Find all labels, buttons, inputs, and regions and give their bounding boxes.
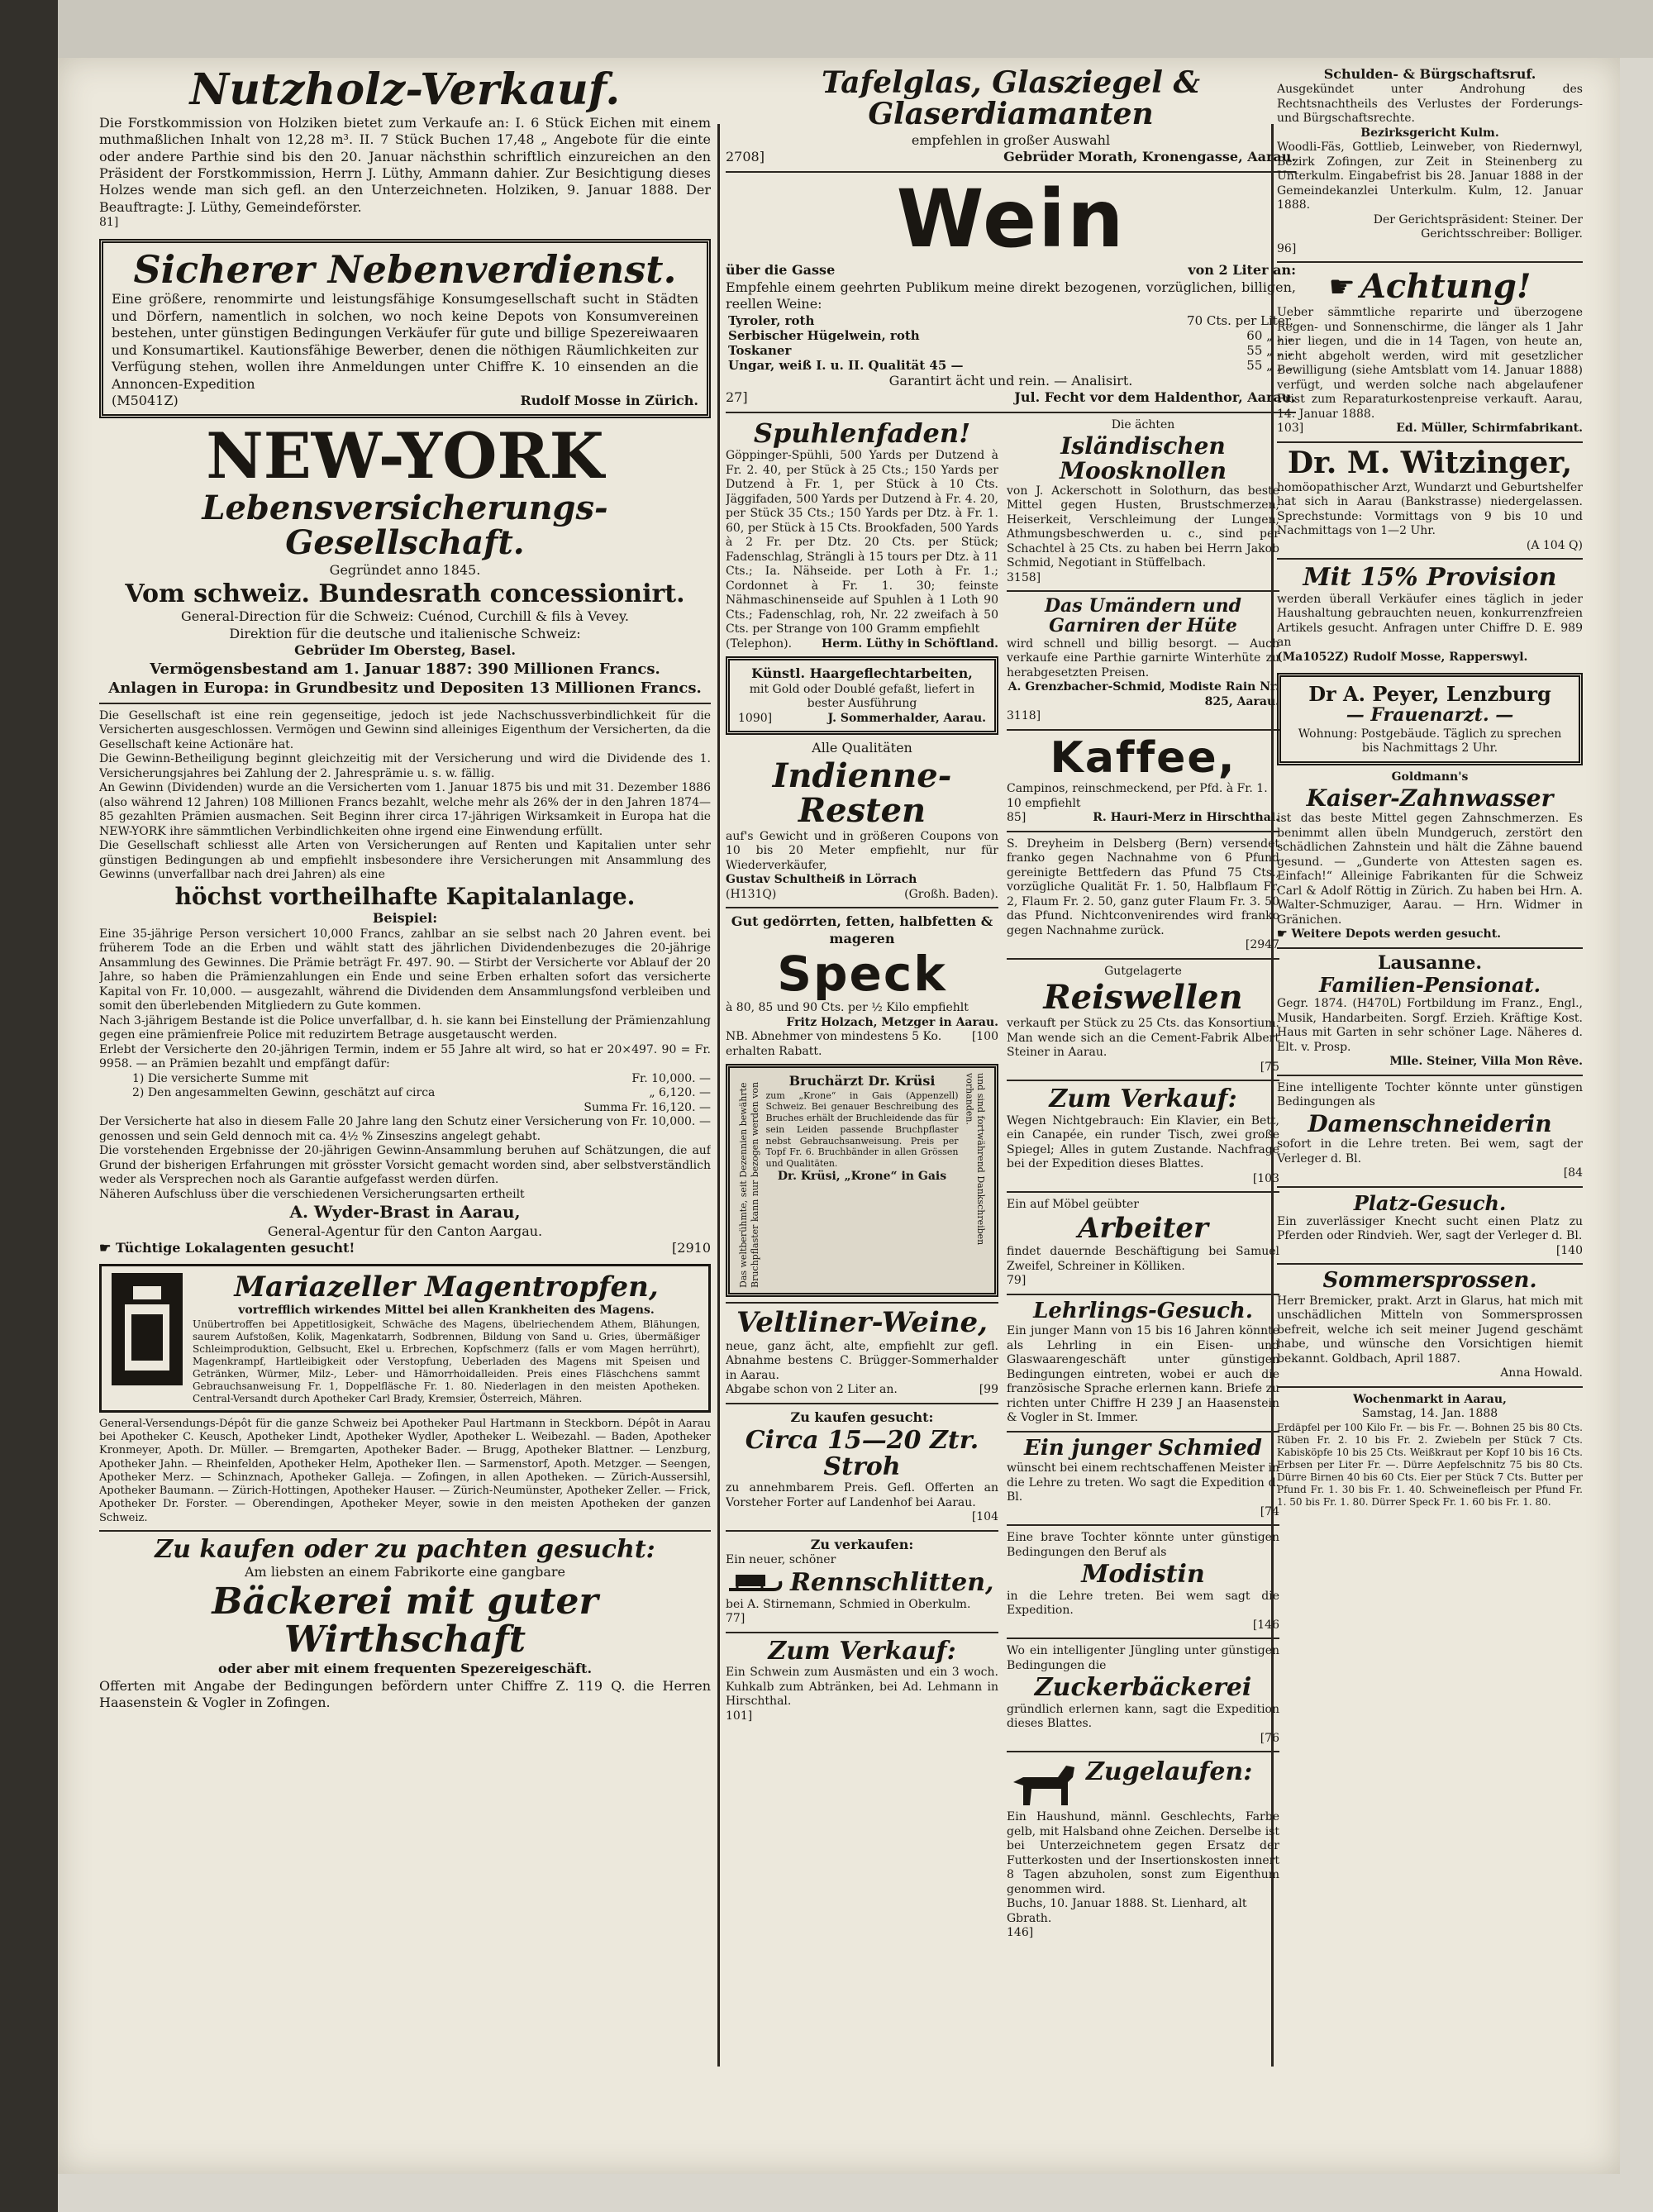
ad-hund-text: Ein Haushund, männl. Geschlechts, Farbe gelb, mit Halsband ohne Zeichen. Derselbe ist bei Unterzeichnetem gegen Ersatz der Futterkosten und der Insertionskosten innert 8 Tagen abzuholen, sonst zum Eigenthum genommen wird. <box>1007 1810 1279 1896</box>
ad-nebenverdienst <box>99 239 711 419</box>
ad-damenschneiderin <box>1277 1081 1583 1181</box>
ad-haargeflecht <box>726 656 998 735</box>
ad-verkauf-text: Wegen Nichtgebrauch: Ein Klavier, ein Bett, ein Canapée, ein runder Tisch, zwei große Spiegel; Alles in gutem Zustande. Nachfrage bei der Expedition dieses Blattes. <box>1007 1113 1279 1171</box>
ad-signature: Rudolf Mosse in Zürich. <box>520 393 698 409</box>
ad-mariazeller-depots: General-Versendungs-Dépôt für die ganze Schweiz bei Apotheker Paul Hartmann in Steckborn. Dépôt in Aarau bei Apotheker C. Keusch, Apotheker Lindt, Apotheker Wydler, Apotheker L. Weibezahl. — Baden, Apotheker Kronmeyer, Apoth. Dr. Müller. — Bremgarten, Apotheker Bader. — Brugg, Apotheker Blattner. — Lenzburg, Apotheker Jahn. — Rheinfelden, Apotheker Helm, Apotheker Ilen. — Sarmenstorf, Apoth. Metzger. — Seengen, Apotheker Merz. — Schinznach, Apotheker Galleja. — Zofingen, in allen Apotheken. — Zürich-Aussersihl, Apotheker Baumann. — Zürich-Hottingen, Apotheker Hauser. — Zürich-Neumünster, Apotheker Zeller. — Frick, Apotheker Dr. Forster. — Oberendingen, Apotheker Meyer, sowie in den meisten Apotheken der ganzen Schweiz. <box>99 1417 711 1524</box>
ad-island-text: von J. Ackerschott in Solothurn, das beste Mittel gegen Husten, Brustschmerzen, Heiserkeit, Verschleimung der Lungen, Athmungsbeschwerden u. c., sind per Schachtel à 25 Cts. zu haben bei Herrn Jakob Schmid, Negotiant in Stüffelbach. <box>1007 484 1279 570</box>
ad-founded: Gegründet anno 1845. <box>329 562 481 579</box>
ad-title: Wein <box>896 172 1126 265</box>
ad-hund-title: Zugelaufen: <box>1086 1757 1253 1787</box>
ad-title: Lausanne. <box>1377 951 1482 974</box>
divider <box>1277 441 1583 443</box>
ad-provision <box>1277 565 1583 665</box>
divider <box>1277 558 1583 560</box>
ad-signature: Ed. Müller, Schirmfabrikant. <box>1396 422 1583 436</box>
ad-wanted-text: Tüchtige Lokalagenten gesucht! <box>115 1240 355 1256</box>
ad-number: [2910 <box>672 1240 711 1256</box>
ad-number: [75 <box>1260 1060 1279 1074</box>
ad-signature: Gebrüder Morath, Kronengasse, Aarau. <box>1003 149 1296 165</box>
ad-paragraph: Eine 35-jährige Person versichert 10,000 Francs, zahlbar an sie selbst nach 20 Jahren event. bei früherem Tode an die Erben und wählt statt des jährlichen Dividendenbezuges die 20-jährige Ansammlung des Gewinnes. Die Prämie beträgt Fr. 497. 90. — Stirbt der Versicherte vor Ablauf der 20 Jahre, so haben die Prämienzahlungen ein Ende und seine Erben erhalten sofort das versicherte Kapital von Fr. 10,000. — ausgezahlt, während die Dividenden dem Ansammlungsfond verbleiben und somit den überlebenden Mitgliedern zu Gute kommen. <box>99 927 711 1013</box>
ad-side-text-right: und sind fortwährend Dankschreiben vorhanden. <box>964 1073 986 1246</box>
ad-row <box>738 1073 986 1288</box>
ad-number: 81] <box>99 216 119 230</box>
ad-title: Zu kaufen oder zu pachten gesucht: <box>155 1534 655 1564</box>
ad-more <box>1277 927 1583 942</box>
ad-speck-sign: Fritz Holzach, Metzger in Aarau. <box>786 1015 998 1029</box>
calc-value: Fr. 10,000. — <box>631 1071 711 1085</box>
ad-text: Erdäpfel per 100 Kilo Fr. — bis Fr. —. Bohnen 25 bis 80 Cts. Rüben Fr. 2. 10 bis Fr. 2. Zwiebeln per Stück 7 Cts. Kabisköpfe 10 bis 25 Cts. Weißkraut per Kopf 10 bis 16 Cts. Erbsen per Liter Fr. —. Dürre Aepfelschnitz 75 bis 80 Cts. Dürre Birnen 40 bis 60 Cts. Eier per Stück 7 Cts. Butter per Pfund Fr. 1. 30 bis Fr. 1. 40. Schweinefleisch per Pfund Fr. 1. 50 bis Fr. 1. 80. Dürrer Speck Fr. 1. 60 bis Fr. 1. 80. <box>1277 1421 1583 1508</box>
ad-title: Wochenmarkt in Aarau, <box>1353 1392 1507 1406</box>
divider <box>726 1302 998 1304</box>
divider <box>1277 1186 1583 1188</box>
ad-paragraph: Die Gesellschaft schliesst alle Arten von Versicherungen auf Renten und Kapitalien unter sehr günstigen Bedingungen ab und empfiehlt insbesondere ihre Versicherungen mit Ansammlung des Gewinns (unverfallbar nach drei Jahren) als eine <box>99 839 711 882</box>
wine-name: Serbischer Hügelwein, roth <box>728 327 920 343</box>
ad-body <box>193 1271 700 1405</box>
ad-number: 101] <box>726 1709 753 1723</box>
divider <box>1007 1080 1279 1081</box>
ad-wanted <box>99 1240 355 1256</box>
ad-paragraph: Die vorstehenden Ergebnisse der 20-jährigen Gewinn-Ansammlung beruhen auf Schätzungen, die auf Grund der bisherigen Erfahrungen mit grösster Vorsicht gemacht worden sind, aber selbstverständlich weder als Versprechen noch als Garantie aufgefasst werden dürfen. <box>99 1144 711 1187</box>
ad-signature: Mlle. Steiner, Villa Mon Rêve. <box>1389 1055 1583 1069</box>
ad-text: mit Gold oder Doublé gefaßt, liefert in bester Ausführung <box>749 682 975 711</box>
wine-name: Tyroler, roth <box>728 312 815 328</box>
calc-sum: Summa Fr. 16,120. — <box>584 1100 711 1114</box>
ad-agent-2: General-Agentur für den Canton Aargau. <box>267 1223 543 1239</box>
ad-zucker-title: Zuckerbäckerei <box>1034 1673 1252 1703</box>
ad-hute-text: wird schnell und billig besorgt. — Auch verkaufe eine Parthie garnirte Winterhüte zu herabgesetzten Preisen. <box>1007 636 1279 679</box>
ad-text: Ein zuverlässiger Knecht sucht einen Platz zu Pferden oder Rindvieh. Wer, sagt der Verleger d. Bl. <box>1277 1214 1583 1243</box>
ad-subtitle: — Frauenarzt. — <box>1346 704 1514 727</box>
ad-zucker-text: Wo ein intelligenter Jüngling unter günstigen Bedingungen die <box>1007 1644 1279 1672</box>
table-row <box>726 313 1296 328</box>
ad-signature: Herm. Lüthy in Schöftland. <box>822 636 998 651</box>
ad-row <box>110 1271 700 1405</box>
ad-assets: Vermögensbestand am 1. Januar 1887: 390 Millionen Francs. <box>150 660 660 678</box>
ad-footer <box>738 712 986 727</box>
ad-text: homöopathischer Arzt, Wundarzt und Geburtshelfer hat sich in Aarau (Bankstrasse) niedergelassen. Sprechstunde: Vormittags von 9 bis 10 und Nachmittags von 1—2 Uhr. <box>1277 480 1583 538</box>
calc-label: 2) Den angesammelten Gewinn, geschätzt auf circa <box>132 1086 436 1100</box>
ad-title: Mariazeller Magentropfen, <box>234 1270 659 1304</box>
wine-price-table <box>726 313 1296 373</box>
column-left <box>99 66 711 2067</box>
ad-number: 79] <box>1007 1274 1027 1288</box>
ad-tochter-text-2: in die Lehre treten. Bei wem sagt die Expedition. <box>1007 1589 1279 1618</box>
ad-stroh-text: zu annehmbarem Preis. Gefl. Offerten an Vorsteher Forter auf Landenhof bei Aarau. <box>726 1481 998 1509</box>
ad-agent: A. Wyder-Brast in Aarau, <box>289 1202 521 1223</box>
divider <box>1007 1431 1279 1433</box>
ad-signature: (Ma1052Z) Rudolf Mosse, Rapperswyl. <box>1277 650 1528 664</box>
ad-side-text: Das weltberühmte, seit Dezennien bewährte Bruchpflaster kann nur bezogen werden von <box>738 1081 760 1289</box>
ad-number: [140 <box>1555 1243 1583 1257</box>
ad-veltliner-text: neue, ganz ächt, alte, empfiehlt zur gefl. Abnahme bestens C. Brügger-Sommerhalder in Aarau. <box>726 1339 998 1382</box>
ad-indienne-pre: Alle Qualitäten <box>812 740 912 756</box>
ad-stroh-big: Circa 15—20 Ztr. Stroh <box>745 1426 979 1481</box>
ad-number: [100 <box>971 1030 998 1044</box>
ad-number: [2947 <box>1245 938 1279 952</box>
ad-lausanne <box>1277 951 1583 1070</box>
ad-tafelglas <box>726 68 1296 166</box>
divider <box>726 1530 998 1532</box>
ad-title: Sommersprossen. <box>1322 1268 1537 1294</box>
divider <box>1007 729 1279 731</box>
ad-text: Unübertroffen bei Appetitlosigkeit, Schwäche des Magens, übelriechendem Athem, Blähungen, saurem Aufstoßen, Kolik, Magenkatarrh, Sodbrennen, Bildung von Sand u. Gries, übermäßiger Schleimproduktion, Gelbsucht, Ekel u. Erbrechen, Kopfschmerz (falls er vom Magen herrührt), Magenkrampf, Hartleibigkeit oder Verstopfung, Ueberladen des Magens mit Speisen und Getränken, Würmer, Milz-, Leber- und Hämorrhoidalleiden. Preis eines Fläschchens sammt Gebrauchsanweisung Fr. 1, Doppelfläsche Fr. 1. 80. Niederlagen in den meisten Apotheken. Central-Versandt durch Apotheker Carl Brady, Kremsier, Österreich, Mähren. <box>193 1318 700 1404</box>
ad-subtitle: vortrefflich wirkendes Mittel bei allen Krankheiten des Magens. <box>238 1304 655 1318</box>
ad-paragraph: Der Versicherte hat also in diesem Falle 20 Jahre lang den Schutz einer Versicherung von Fr. 10,000. — genossen und sein Geld dennoch mit ca. 4½ % Zinseszins angelegt gehabt. <box>99 1115 711 1143</box>
ad-sommersprossen <box>1277 1270 1583 1380</box>
ad-speck-title: Speck <box>777 946 947 1003</box>
column-right <box>1277 66 1583 2067</box>
divider <box>99 703 711 704</box>
ad-number: [74 <box>1260 1504 1279 1518</box>
ad-witzinger <box>1277 445 1583 553</box>
ad-text: Gegr. 1874. (H470L) Fortbildung im Franz., Engl., Musik, Handarbeiten. Sorgf. Erzieh. Kräftige Kost. Haus mit Garten in sehr schöner Lage. Näheres d. Elt. v. Prosp. <box>1277 997 1583 1054</box>
ad-arbeiter-title: Arbeiter <box>1078 1211 1208 1245</box>
ad-title: Damenschneiderin <box>1308 1109 1552 1137</box>
ad-new-york <box>99 419 711 1256</box>
ad-zucker-text-2: gründlich erlernen kann, sagt die Expedition dieses Blattes. <box>1007 1702 1279 1731</box>
ad-paragraph: Die Gesellschaft ist eine rein gegenseitige, jedoch ist jede Nachschussverbindlichkeit für die Versicherten ausgeschlossen. Vermögen und Gewinn sind alleiniges Eigenthum der Versicherten, da die Gesellschaft keine Actionäre hat. <box>99 708 711 751</box>
divider <box>1277 947 1583 949</box>
ad-title: Dr. M. Witzinger, <box>1287 445 1573 480</box>
ad-baeckerei <box>99 1534 711 1712</box>
ad-kaffee-text: Campinos, reinschmeckend, per Pfd. à Fr. 1. 10 empfiehlt <box>1007 782 1268 810</box>
ad-number: 3118] <box>1007 709 1041 723</box>
table-row <box>726 328 1296 343</box>
ad-paragraph: Die Gewinn-Betheiligung beginnt gleichzeitig mit der Versicherung und wird die Dividende des 1. Versicherungsjahres bei Zahlung der 2. Jahresprämie u. s. w. fällig. <box>99 752 711 780</box>
ad-text: Die Forstkommission von Holziken bietet zum Verkaufe an: I. 6 Stück Eichen mit einem muthmaßlichen Inhalt von 12,28 m³. II. 7 Stück Buchen 17,48 „ Angebote für die einte oder andere Parthie sind bis den 20. Januar nächsthin schriftlich einzureichen an den Präsident der Forstkommission, Herrn J. Lüthy, Ammann dahier. Zur Besichtigung dieses Holzes wende man sich gefl. an den Unterzeichneten. Holziken, 9. Januar 1888. Der Beauftragte: J. Lüthy, Gemeindeförster. <box>99 114 711 215</box>
ad-title: Kaiser-Zahnwasser <box>1306 784 1554 813</box>
pointing-hand-icon: ☛ <box>1328 269 1355 304</box>
ad-wein <box>726 172 1296 407</box>
ad-arbeiter-text: findet dauernde Beschäftigung bei Samuel Zweifel, Schreiner in Kölliken. <box>1007 1245 1279 1273</box>
ad-footer <box>726 637 998 652</box>
ad-text: Offerten mit Angabe der Bedingungen befördern unter Chiffre Z. 119 Q. die Herren Haasenstein & Vogler in Zofingen. <box>99 1677 711 1711</box>
ad-hute-sign: A. Grenzbacher-Schmid, Modiste Rain Nr. 825, Aarau. <box>1008 680 1279 708</box>
divider <box>726 412 1296 413</box>
ad-number: [99 <box>979 1383 998 1397</box>
ad-reis-text: verkauft per Stück zu 25 Cts. das Konsortium. Man wende sich an die Cement-Fabrik Albert Steiner in Aarau. <box>1007 1017 1279 1060</box>
divider <box>1007 1294 1279 1295</box>
ad-footer <box>726 1383 998 1398</box>
divider <box>1277 1263 1583 1265</box>
ad-arbeiter-pre: Ein auf Möbel geübter <box>1007 1198 1139 1212</box>
ad-title: Sicherer Nebenverdienst. <box>133 246 677 292</box>
ad-row <box>726 1568 998 1598</box>
ad-text: Empfehle einem geehrten Publikum meine direkt bezogenen, vorzüglichen, billigen, reellen Weine: <box>726 279 1296 312</box>
divider <box>1007 1751 1279 1752</box>
ad-investments: Anlagen in Europa: in Grundbesitz und Depositen 13 Millionen Francs. <box>108 679 702 697</box>
ad-tochter-title: Modistin <box>1081 1560 1205 1590</box>
wine-name: Ungar, weiß I. u. II. Qualität 45 — <box>728 357 964 373</box>
ad-schwein-text: Ein Schwein zum Ausmästen und ein 3 woch. Kuhkalb zum Abtränken, bei Ad. Lehmann in Hirschthal. <box>726 1666 998 1709</box>
wine-price: 70 Cts. per Liter. <box>1187 312 1293 328</box>
ad-concession: Vom schweiz. Bundesrath concessionirt. <box>125 579 685 608</box>
ad-calc-row <box>99 1072 711 1087</box>
ad-goldmann <box>1277 770 1583 942</box>
ad-court: Bezirksgericht Kulm. <box>1360 126 1499 140</box>
ad-text: werden überall Verkäufer eines täglich in jeder Haushaltung gebrauchten neuen, konkurrenzfreien Artikels gesucht. Anfragen unter Chiffre D. E. 989 an <box>1277 592 1583 650</box>
ad-wochenmarkt <box>1277 1393 1583 1509</box>
ad-subtitle: empfehlen in großer Auswahl <box>911 131 1111 148</box>
ad-number: 85] <box>1007 811 1027 825</box>
ad-signature: Jul. Fecht vor dem Haldenthor, Aarau. <box>1014 389 1296 406</box>
divider <box>1007 1524 1279 1526</box>
ad-title: Bruchärzt Dr. Krüsi <box>788 1073 936 1089</box>
wine-price: 55 „ „ „ <box>1246 342 1293 358</box>
ad-title: Künstl. Haargeflechtarbeiten, <box>751 665 973 682</box>
ad-signature: R. Hauri-Merz in Hirschthal. <box>1093 811 1279 825</box>
dog-icon <box>1007 1757 1081 1810</box>
ad-subtitle: Am liebsten an einem Fabrikorte eine gangbare <box>245 1564 565 1580</box>
ad-footer <box>726 1030 998 1059</box>
ad-schlitten-big: Rennschlitten, <box>790 1567 994 1597</box>
ad-text: ist das beste Mittel gegen Zahnschmerzen. Es benimmt allen übeln Mundgeruch, zerstört den schädlichen Zahnstein und hält die Zähne bauend gesund. — „Gunderte von Attesten sagen es. Einfach!“ Alleinige Fabrikanten für die Schweiz Carl & Adolf Röttig in Zürich. Zu haben bei Hrn. A. Walter-Schmuziger, Aarau. — Hrn. Widmer in Gränichen. <box>1277 812 1583 927</box>
ad-number: [104 <box>971 1510 998 1524</box>
scan-border-top <box>0 0 1653 58</box>
ad-signature: Der Gerichtspräsident: Steiner. Der Gerichtsschreiber: Bolliger. <box>1373 212 1583 241</box>
ad-mariazeller <box>99 1264 711 1413</box>
ad-text: Wohnung: Postgebäude. Täglich zu sprechen bis Nachmittags 2 Uhr. <box>1298 727 1562 756</box>
ad-footer <box>726 389 1296 406</box>
divider <box>726 1403 998 1404</box>
ad-number: 3158] <box>1007 570 1041 584</box>
ad-title: Platz-Gesuch. <box>1353 1190 1507 1215</box>
ad-gasse: über die Gasse <box>726 262 836 279</box>
ad-number: [84 <box>1563 1166 1583 1180</box>
table-row <box>726 343 1296 358</box>
ad-title: Nutzholz-Verkauf. <box>189 66 621 115</box>
ad-speck-text: à 80, 85 und 90 Cts. per ½ Kilo empfiehlt <box>726 1001 969 1015</box>
ad-island-title: Isländischen Moosknollen <box>1060 432 1227 484</box>
ad-place: (Großh. Baden). <box>904 887 998 901</box>
ad-dreyheim-text: S. Dreyheim in Delsberg (Bern) versendet franko gegen Nachnahme von 6 Pfund gereinigte Bettfedern das Pfund 75 Cts., vorzügliche Qualität Fr. 1. 50, Halbflaum Fr. 2, Flaum Fr. 2. 50, ganz guter Flaum Fr. 3. 50 das Pfund. Nichtconvenirendes wird franko gegen Nachnahme zurück. <box>1007 837 1279 937</box>
ad-text: Eine größere, renommirte und leistungsfähige Konsumgesellschaft sucht in Städten und Dörfern, namentlich in solchen, wo noch keine Depots von Konsumvereinen bestehen, unter günstigen Bedingungen Verkäufer für gute und billige Spezereiwaaren und Konsumartikel. Kautionsfähige Bewerber, denen die nöthigen Räumlichkeiten zur Verfügung stehen, wollen ihre Anmeldungen unter Chiffre K. 10 einsenden an die Annoncen-Expedition <box>112 291 698 392</box>
ad-text: Ausgekündet unter Androhung des Rechtsnachtheils des Verlustes der Forderungs- und Bürgschaftsrechte. <box>1277 83 1583 126</box>
ad-text: Göppinger-Spühli, 500 Yards per Dutzend à Fr. 2. 40, per Stück à 25 Cts.; 150 Yards per Dutzend à Fr. 1, per Stück à 10 Cts. Jäggifaden, 500 Yards per Dutzend à Fr. 4. 20, per Stück 35 Cts.; 150 Yards per Dtz. à Fr. 1. 60, per Stück à 15 Cts. Brookfaden, 500 Yards à 2 Fr. per Dtz. 20 Cts. per Stück; Fadenschlag, Strängli à 15 tours per Dtz. à 11 Cts.; Ia. Nähseide. per Loth à Fr. 1.; Cordonnet à Fr. 1. 30; feinste Nähmaschinenseide auf Spuhlen à 1 Loth 90 Cts.; Fadenschlag, roh, Nr. 22 zweifach à 50 Cts. per Strange von 100 Gramm empfiehlt <box>726 449 998 636</box>
ad-title: Spuhlenfaden! <box>753 417 971 449</box>
ad-lehrling-title: Lehrlings-Gesuch. <box>1033 1298 1253 1323</box>
ad-direction-2: Direktion für die deutsche und italienische Schweiz: <box>229 625 581 641</box>
column-rule-1 <box>717 124 720 2067</box>
ad-liter: von 2 Liter an: <box>1188 262 1296 279</box>
ad-body: Woodli-Fäs, Gottlieb, Leinweber, von Riedernwyl, Bezirk Zofingen, zur Zeit in Steinenberg zu Unterkulm. Eingabefrist bis 28. Januar 1888 in der Gemeindekanzlei Unterkulm. Kulm, 12. Januar 1888. <box>1277 141 1583 212</box>
ad-schwein-title: Zum Verkauf: <box>768 1636 956 1666</box>
ad-number: [146 <box>1252 1618 1279 1632</box>
medicine-bottle-icon <box>110 1271 184 1387</box>
divider <box>99 1530 711 1532</box>
divider <box>726 907 998 908</box>
divider <box>1277 261 1583 263</box>
ad-code: (A 104 Q) <box>1526 538 1583 552</box>
ad-number: 27] <box>726 389 748 406</box>
divider <box>1007 831 1279 832</box>
ad-island-pre: Die ächten <box>1111 417 1175 431</box>
ad-title: Mit 15% Provision <box>1303 563 1557 593</box>
wine-price: 60 „ „ „ <box>1246 327 1293 343</box>
ad-speck-pre: Gut gedörrten, fetten, halbfetten & mageren <box>731 913 993 946</box>
wine-name: Toskaner <box>728 342 792 358</box>
row-spuhlen-island <box>726 418 1296 1941</box>
ad-reis-pre: Gutgelagerte <box>1104 964 1182 978</box>
calc-label: 1) Die versicherte Summe mit <box>132 1071 309 1085</box>
ad-text: Eine intelligente Tochter könnte unter günstigen Bedingungen als <box>1277 1080 1583 1109</box>
ad-footer <box>99 1240 711 1256</box>
ad-text: Ueber sämmtliche reparirte und überzogene Regen- und Sonnenschirme, die länger als 1 Jahr hier liegen, und die in 14 Tagen, von heute an, nicht abgeholt werden, wird mit gesetzlicher Bewilligung (siehe Amtsblatt vom 14. Januar 1888) verfügt, und werden solche nach abgelaufener Frist zum Reparaturkostenpreise verkauft. Aarau, 14. Januar 1888. <box>1277 306 1583 421</box>
ad-schlitten-title: Zu verkaufen: <box>810 1536 914 1552</box>
calc-value: „ 6,120. — <box>649 1086 711 1100</box>
ad-spuhlenfaden <box>726 418 998 1941</box>
ad-veltliner-title: Veltliner-Weine, <box>736 1306 988 1340</box>
ad-schlitten-text: bei A. Stirnemann, Schmied in Oberkulm. <box>726 1597 971 1611</box>
ad-date: Samstag, 14. Jan. 1888 <box>1361 1407 1498 1421</box>
ad-text-2: sofort in die Lehre treten. Bei wem, sagt der Verleger d. Bl. <box>1277 1137 1583 1166</box>
ad-indienne-text: auf's Gewicht und in größeren Coupons von 10 bis 20 Meter empfiehlt, nur für Wiederverkäufer, <box>726 829 998 872</box>
table-row <box>726 358 1296 373</box>
pointing-hand-icon: ☛ <box>99 1240 116 1256</box>
ad-schmied-title: Ein junger Schmied <box>1024 1435 1262 1461</box>
wine-price: 55 „ „ „ <box>1246 357 1293 373</box>
ad-verkauf-title: Zum Verkauf: <box>1049 1085 1237 1114</box>
ad-highlight: höchst vortheilhafte Kapitalanlage. <box>174 882 636 910</box>
ad-subtitle: Lebensversicherungs-Gesellschaft. <box>202 489 608 563</box>
ad-direction: General-Direction für die Schweiz: Cuénod, Curchill & fils à Vevey. <box>181 608 629 625</box>
ad-number: [103 <box>1252 1171 1279 1185</box>
ad-subtitle: Familien-Pensionat. <box>1319 973 1541 998</box>
divider <box>1007 958 1279 960</box>
ad-title: Schulden- & Bürgschaftsruf. <box>1323 66 1536 82</box>
ad-number: 1090] <box>738 711 773 725</box>
ad-nutzholz <box>99 68 711 231</box>
ad-code: (H131Q) <box>726 887 777 901</box>
ad-big: Bäckerei mit guter Wirthschaft <box>212 1580 598 1661</box>
ad-hund-sign: Buchs, 10. Januar 1888. St. Lienhard, alt Gbrath. <box>1007 1897 1247 1925</box>
ad-paragraph: An Gewinn (Dividenden) wurde an die Versicherten vom 1. Januar 1875 bis und mit 31. Dezember 1886 (also während 12 Jahren) 108 Millionen Francs bezahlt, welche mehr als 26% der in den Jahren 1874—85 gezahlten Prämien ausmachen. Seit Beginn ihrer circa 17-jährigen Wirksamkeit in Europa hat die NEW-YORK ihre sämmtlichen Verbindlichkeiten ohne irgend eine Einwendung erfüllt. <box>99 781 711 838</box>
ad-note: Abgabe schon von 2 Liter an. <box>726 1383 898 1397</box>
ad-column-right-half <box>1007 418 1279 1941</box>
ad-paragraph: Näheren Aufschluss über die verschiedenen Versicherungsarten ertheilt <box>99 1187 525 1201</box>
ad-number: 146] <box>1007 1926 1034 1940</box>
ad-number: 77] <box>726 1612 746 1626</box>
ad-phone: (Telephon). <box>726 636 793 651</box>
ad-reis-title: Reiswellen <box>1043 978 1243 1018</box>
ad-text: Herr Bremicker, prakt. Arzt in Glarus, hat mich mit unschädlichen Mitteln von Sommersprossen befreit, welche ich seit meiner Jugend geschämt habe, und wünsche den Vorsichtigen hiemit bekannt. Goldbach, April 1887. <box>1277 1294 1583 1366</box>
ad-calc-row <box>99 1086 711 1101</box>
ad-signature: Dr. Krüsi, „Krone“ in Gais <box>777 1169 947 1183</box>
ad-kruesi <box>726 1064 998 1297</box>
ad-lehrling-text: Ein junger Mann von 15 bis 16 Jahren könnte als Lehrling in ein Eisen- und Glaswaarengeschäft unter günstigen Bedingungen eintreten, wobei er auch die französische Sprache erlernen kann. Briefe zu richten unter Chiffre H 239 J an Haasenstein & Vogler in St. Immer. <box>1007 1324 1279 1425</box>
divider <box>1007 1638 1279 1639</box>
ad-title: NEW-YORK <box>206 419 604 493</box>
ad-peyer <box>1277 673 1583 765</box>
ad-row <box>1007 1757 1279 1810</box>
divider <box>1007 590 1279 592</box>
ad-example-label: Beispiel: <box>372 910 438 927</box>
divider <box>1277 1386 1583 1388</box>
ad-achtung <box>1277 268 1583 436</box>
ad-body <box>766 1073 959 1288</box>
ad-text: zum „Krone“ in Gais (Appenzell) Schweiz. Bei genauer Beschreibung des Bruches erhält der Bruchleidende das für sein Leiden passende Bruchpflaster nebst Gebrauchsanweisung. Preis per Topf Fr. 6. Bruchbänder in allen Grössen und Qualitäten. <box>765 1089 959 1169</box>
ad-title: Tafelglas, Glasziegel & Glaserdiamanten <box>821 66 1201 131</box>
ad-title: Dr A. Peyer, Lenzburg <box>1308 682 1551 707</box>
ad-indienne-title: Indienne-Resten <box>772 756 952 830</box>
ad-number: 103] <box>1277 422 1304 436</box>
ad-schlitten-sub: Ein neuer, schöner <box>726 1553 836 1567</box>
ad-guarantee: Garantirt ächt und rein. — Analisirt. <box>888 372 1133 389</box>
ad-or: oder aber mit einem frequenten Spezereigeschäft. <box>217 1661 593 1677</box>
scan-border-left <box>0 0 58 2212</box>
ad-tochter-text: Eine brave Tochter könnte unter günstigen Bedingungen den Beruf als <box>1007 1531 1279 1559</box>
ad-direction-3: Gebrüder Im Obersteg, Basel. <box>294 642 516 659</box>
ad-stroh-title: Zu kaufen gesucht: <box>790 1409 934 1425</box>
ad-number: 2708] <box>726 149 765 165</box>
ad-schuldenruf <box>1277 66 1583 256</box>
ad-signature: Anna Howald. <box>1500 1366 1583 1380</box>
ad-more-text: Weitere Depots werden gesucht. <box>1291 927 1502 942</box>
ad-paragraph: Erlebt der Versicherte den 20-jährigen Termin, indem er 55 Jahre alt wird, so hat er 20×497. 90 = Fr. 9958. — an Prämien bezahlt und empfängt dafür: <box>99 1042 711 1071</box>
column-middle <box>726 66 1296 2067</box>
ad-number: [76 <box>1260 1731 1279 1745</box>
ad-pre: Goldmann's <box>1391 770 1469 784</box>
ad-code: (M5041Z) <box>112 393 179 409</box>
ad-row <box>1277 268 1583 306</box>
ad-footer <box>1007 811 1279 826</box>
ad-indienne-sign: Gustav Schultheiß in Lörrach <box>726 873 917 887</box>
divider <box>1277 1075 1583 1076</box>
ad-note: NB. Abnehmer von mindestens 5 Ko. erhalten Rabatt. <box>726 1030 942 1058</box>
ad-platz-gesuch <box>1277 1190 1583 1259</box>
ad-footer <box>112 393 698 409</box>
divider <box>726 1632 998 1633</box>
ad-hute-title: Das Umändern und Garniren der Hüte <box>1044 595 1242 636</box>
ad-kaffee-title: Kaffee, <box>1050 732 1236 783</box>
ad-schmied-text: wünscht bei einem rechtschaffenen Meister in die Lehre zu treten. Wo sagt die Expedition d. Bl. <box>1007 1461 1279 1504</box>
divider <box>1007 1191 1279 1193</box>
ad-footer <box>726 149 1296 165</box>
pointing-hand-icon: ☛ <box>1277 927 1292 942</box>
ad-footer <box>1277 422 1583 436</box>
ad-signature: J. Sommerhalder, Aarau. <box>827 711 986 725</box>
ad-number: 96] <box>1277 241 1297 255</box>
ad-title: Achtung! <box>1360 267 1532 307</box>
sled-icon <box>726 1568 784 1598</box>
ad-paragraph: Nach 3-jährigem Bestande ist die Police unverfallbar, d. h. sie kann bei Einstellung der Prämienzahlung gegen eine prämienfreie Police mit reduzirtem Betrage ausgetauscht werden. <box>99 1013 711 1042</box>
ad-footer <box>726 888 998 903</box>
